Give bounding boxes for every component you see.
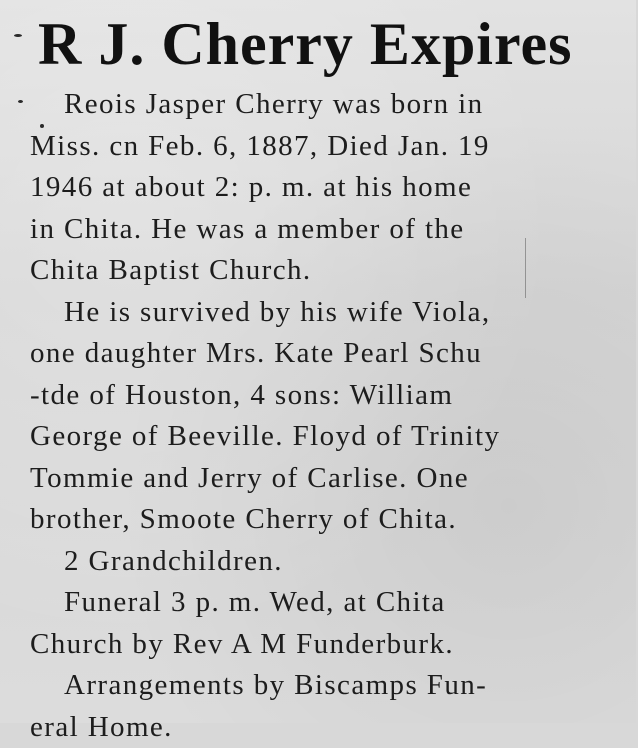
body-line: He is survived by his wife Viola, xyxy=(30,292,630,334)
obituary-body xyxy=(30,84,630,748)
body-line: Tommie and Jerry of Carlise. One xyxy=(30,458,630,500)
body-line: eral Home. xyxy=(30,707,630,748)
body-line: Funeral 3 p. m. Wed, at Chita xyxy=(30,582,630,624)
body-line: brother, Smoote Cherry of Chita. xyxy=(30,499,630,541)
ink-speck xyxy=(14,34,22,37)
body-line: -tde of Houston, 4 sons: William xyxy=(30,375,630,417)
body-line: Reois Jasper Cherry was born in xyxy=(30,84,630,126)
body-line: Miss. cn Feb. 6, 1887, Died Jan. 19 xyxy=(30,126,630,168)
body-line: in Chita. He was a member of the xyxy=(30,209,630,251)
ink-speck xyxy=(40,124,44,128)
body-line: Church by Rev A M Funderburk. xyxy=(30,624,630,666)
body-line: Chita Baptist Church. xyxy=(30,250,630,292)
body-line: George of Beeville. Floyd of Trinity xyxy=(30,416,630,458)
ink-speck xyxy=(18,100,23,103)
column-crease xyxy=(525,238,526,298)
body-line: one daughter Mrs. Kate Pearl Schu xyxy=(30,333,630,375)
body-line: 1946 at about 2: p. m. at his home xyxy=(30,167,630,209)
body-line: Arrangements by Biscamps Fun- xyxy=(30,665,630,707)
body-line: 2 Grandchildren. xyxy=(30,541,630,583)
obituary-headline: R J. Cherry Expires xyxy=(38,8,638,80)
